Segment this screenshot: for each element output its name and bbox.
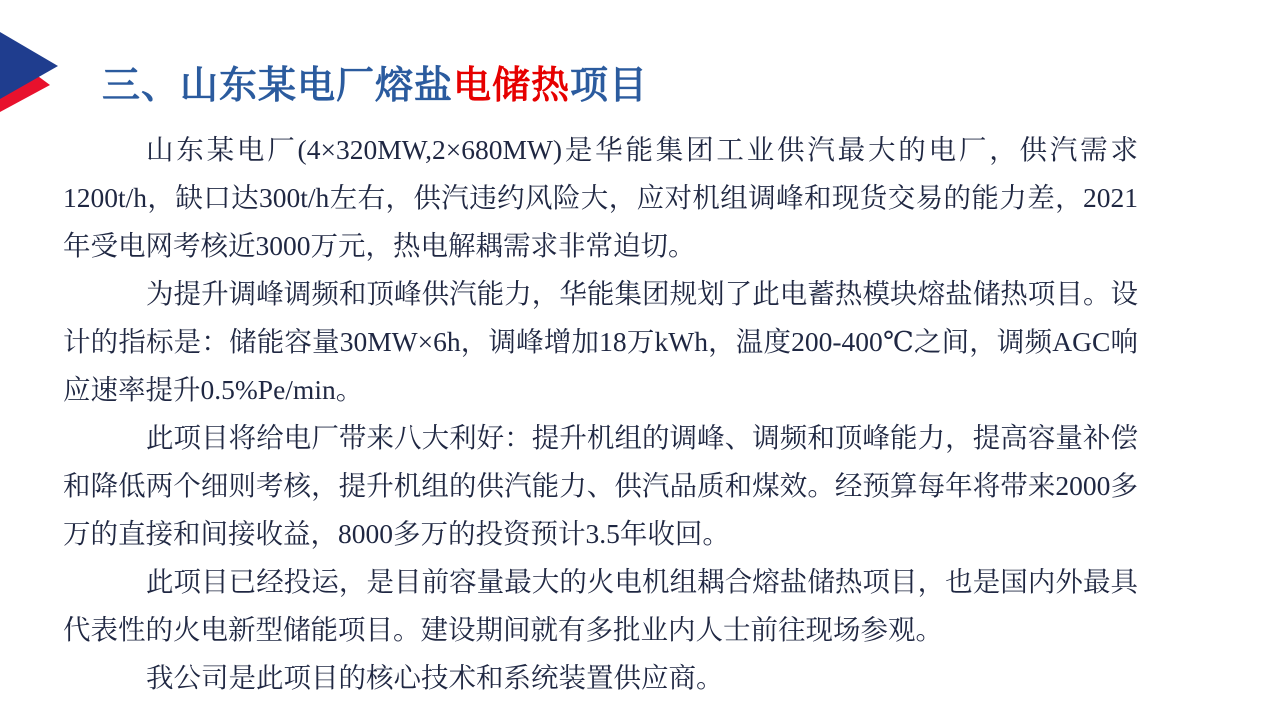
slide-title-part1: 三、山东某电厂熔盐 [102,65,454,107]
body-paragraph-4: 此项目已经投运，是目前容量最大的火电机组耦合熔盐储热项目，也是国内外最具代表性的火电新型储能项目。建设期间就有多批业内人士前往现场参观。 [63,566,1138,645]
slide-body [63,126,1138,702]
slide-title [102,54,648,109]
body-paragraph-3: 此项目将给电厂带来八大利好：提升机组的调峰、调频和顶峰能力，提高容量补偿和降低两个细则考核，提升机组的供汽能力、供汽品质和煤效。经预算每年将带来2000多万的直接和间接收益，8000多万的投资预计3.5年收回。 [63,422,1138,549]
body-paragraph-5: 我公司是此项目的核心技术和系统装置供应商。 [146,662,724,693]
body-paragraph-2: 为提升调峰调频和顶峰供汽能力，华能集团规划了此电蓄热模块熔盐储热项目。设计的指标是：储能容量30MW×6h，调峰增加18万kWh，温度200-400℃之间，调频AGC响应速率提升0.5%Pe/min。 [63,278,1138,405]
corner-accent-decoration [0,0,70,120]
slide-title-part2: 项目 [570,65,649,107]
body-paragraph-1: 山东某电厂(4×320MW,2×680MW)是华能集团工业供汽最大的电厂，供汽需求1200t/h，缺口达300t/h左右，供汽违约风险大，应对机组调峰和现货交易的能力差，2021年受电网考核近3000万元，热电解耦需求非常迫切。 [63,134,1138,261]
slide-title-highlight: 电储热 [453,65,571,107]
